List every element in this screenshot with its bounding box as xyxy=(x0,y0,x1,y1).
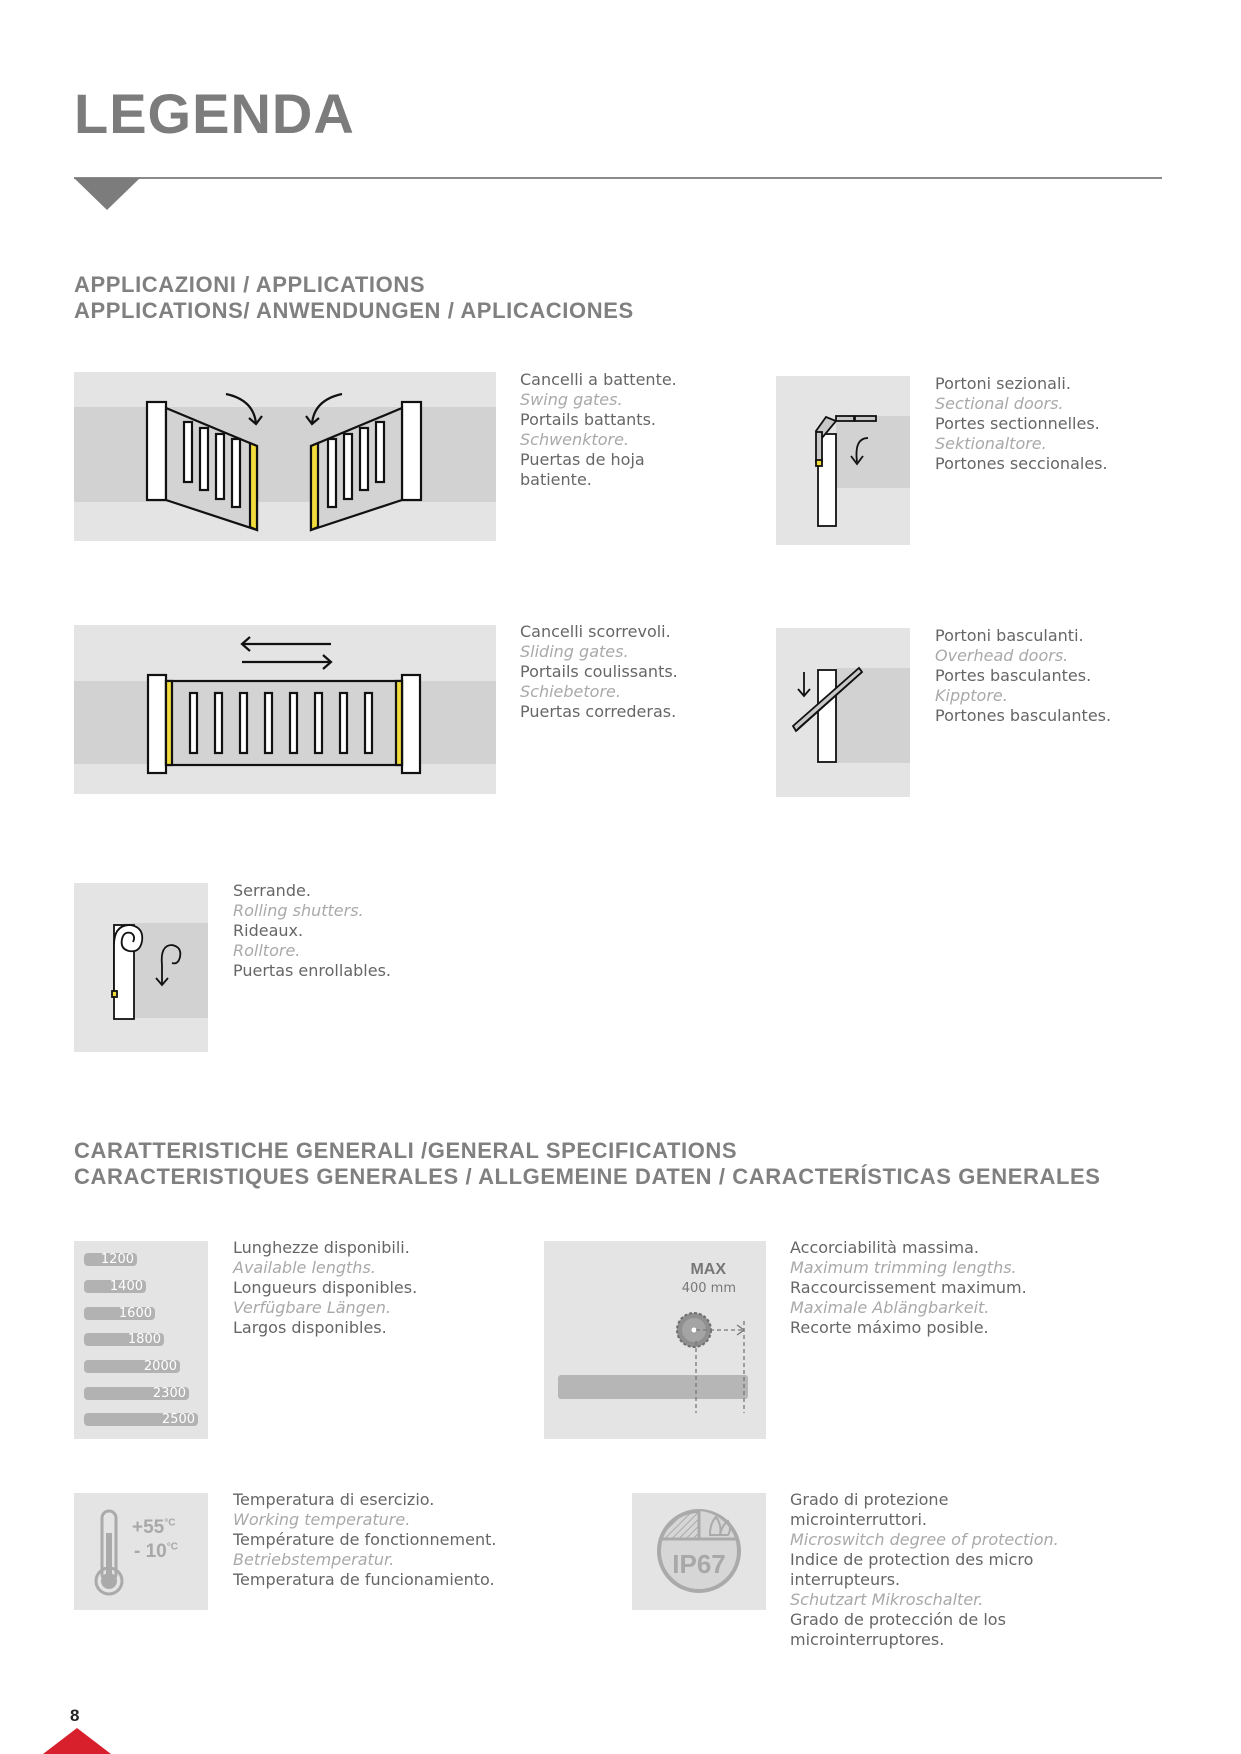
temperature-en: Working temperature. xyxy=(233,1510,411,1529)
length-bar: 1200 xyxy=(84,1253,137,1266)
swing-es-2: batiente. xyxy=(520,470,592,489)
overhead-it: Portoni basculanti. xyxy=(935,626,1084,645)
temperature-es: Temperatura de funcionamiento. xyxy=(233,1570,495,1589)
swing-fr: Portails battants. xyxy=(520,410,656,429)
ip-rating-label: IP67 xyxy=(672,1549,726,1579)
sectional-en: Sectional doors. xyxy=(935,394,1064,413)
page-corner-triangle xyxy=(43,1728,111,1754)
available-lengths-text xyxy=(233,1238,417,1338)
title-triangle-marker xyxy=(74,178,140,210)
temperature-unit: °C xyxy=(164,1517,176,1529)
temperature-high: +55 xyxy=(132,1517,165,1538)
rolling-es: Puertas enrollables. xyxy=(233,961,391,980)
working-temperature-text xyxy=(233,1490,496,1590)
lengths-de: Verfügbare Längen. xyxy=(233,1298,391,1317)
sliding-it: Cancelli scorrevoli. xyxy=(520,622,671,641)
length-bar: 1400 xyxy=(84,1280,146,1293)
lengths-it: Lunghezze disponibili. xyxy=(233,1238,410,1257)
sliding-de: Schiebetore. xyxy=(520,682,621,701)
trimming-de: Maximale Ablängbarkeit. xyxy=(790,1298,990,1317)
sliding-es: Puertas correderas. xyxy=(520,702,677,721)
protection-degree-illustration xyxy=(632,1493,766,1610)
specifications-heading-line2: CARACTERISTIQUES GENERALES / ALLGEMEINE DATEN / CARACTERÍSTICAS GENERALES xyxy=(74,1164,1101,1189)
trimming-en: Maximum trimming lengths. xyxy=(790,1258,1017,1277)
overhead-de: Kipptore. xyxy=(935,686,1008,705)
length-bar: 2500 xyxy=(84,1413,198,1426)
max-value: 400 mm xyxy=(681,1281,736,1296)
lengths-fr: Longueurs disponibles. xyxy=(233,1278,418,1297)
protection-fr-1: Indice de protection des micro xyxy=(790,1550,1034,1569)
sectional-doors-illustration xyxy=(776,376,910,545)
sliding-gates-illustration xyxy=(74,625,496,794)
trimming-fr: Raccourcissement maximum. xyxy=(790,1278,1027,1297)
swing-gates-illustration xyxy=(74,372,496,541)
overhead-es: Portones basculantes. xyxy=(935,706,1112,725)
temperature-low: - 10 xyxy=(134,1541,167,1562)
protection-it-2: microinterruttori. xyxy=(790,1510,928,1529)
protection-es-2: microinterruptores. xyxy=(790,1630,945,1649)
specifications-heading-line1: CARATTERISTICHE GENERALI /GENERAL SPECIFICATIONS xyxy=(74,1138,738,1163)
temperature-de: Betriebstemperatur. xyxy=(233,1550,395,1569)
applications-heading xyxy=(74,272,634,324)
protection-it-1: Grado di protezione xyxy=(790,1490,949,1509)
temperature-unit: °C xyxy=(166,1541,178,1553)
swing-gates-text xyxy=(520,370,677,490)
applications-heading-line1: APPLICAZIONI / APPLICATIONS xyxy=(74,272,426,297)
rolling-en: Rolling shutters. xyxy=(233,901,364,920)
specifications-heading xyxy=(74,1138,1101,1190)
page-title: LEGENDA xyxy=(74,82,355,145)
overhead-doors-illustration xyxy=(776,628,910,797)
protection-degree-text xyxy=(790,1490,1059,1650)
rolling-shutters-text xyxy=(233,881,391,981)
applications-heading-line2: APPLICATIONS/ ANWENDUNGEN / APLICACIONES xyxy=(74,298,634,323)
max-label: MAX xyxy=(690,1261,726,1278)
swing-it: Cancelli a battente. xyxy=(520,370,677,389)
lengths-en: Available lengths. xyxy=(233,1258,376,1277)
sectional-de: Sektionaltore. xyxy=(935,434,1047,453)
available-lengths-illustration xyxy=(74,1241,208,1439)
rolling-it: Serrande. xyxy=(233,881,311,900)
protection-en: Microswitch degree of protection. xyxy=(790,1530,1059,1549)
length-bar: 1800 xyxy=(84,1333,164,1346)
working-temperature-illustration xyxy=(74,1493,208,1610)
trimming-it: Accorciabilità massima. xyxy=(790,1238,979,1257)
sectional-doors-text xyxy=(935,374,1108,474)
max-trimming-illustration xyxy=(544,1241,766,1439)
title-rule xyxy=(74,177,1162,179)
swing-en: Swing gates. xyxy=(520,390,623,409)
protection-es-1: Grado de protección de los xyxy=(790,1610,1006,1629)
rolling-de: Rolltore. xyxy=(233,941,301,960)
sectional-fr: Portes sectionnelles. xyxy=(935,414,1100,433)
length-bar: 2300 xyxy=(84,1387,189,1400)
rolling-fr: Rideaux. xyxy=(233,921,304,940)
protection-de: Schutzart Mikroschalter. xyxy=(790,1590,984,1609)
sectional-es: Portones seccionales. xyxy=(935,454,1108,473)
sliding-fr: Portails coulissants. xyxy=(520,662,678,681)
overhead-doors-text xyxy=(935,626,1111,726)
trimming-es: Recorte máximo posible. xyxy=(790,1318,989,1337)
page-number: 8 xyxy=(70,1706,80,1725)
temperature-fr: Température de fonctionnement. xyxy=(233,1530,497,1549)
overhead-fr: Portes basculantes. xyxy=(935,666,1092,685)
sliding-en: Sliding gates. xyxy=(520,642,629,661)
protection-fr-2: interrupteurs. xyxy=(790,1570,901,1589)
sliding-gates-text xyxy=(520,622,678,722)
length-bar: 1600 xyxy=(84,1307,155,1320)
length-bar: 2000 xyxy=(84,1360,180,1373)
sectional-it: Portoni sezionali. xyxy=(935,374,1071,393)
temperature-it: Temperatura di esercizio. xyxy=(233,1490,435,1509)
rolling-shutters-illustration xyxy=(74,883,208,1052)
max-trimming-text xyxy=(790,1238,1027,1338)
swing-es-1: Puertas de hoja xyxy=(520,450,645,469)
lengths-es: Largos disponibles. xyxy=(233,1318,387,1337)
overhead-en: Overhead doors. xyxy=(935,646,1069,665)
swing-de: Schwenktore. xyxy=(520,430,629,449)
